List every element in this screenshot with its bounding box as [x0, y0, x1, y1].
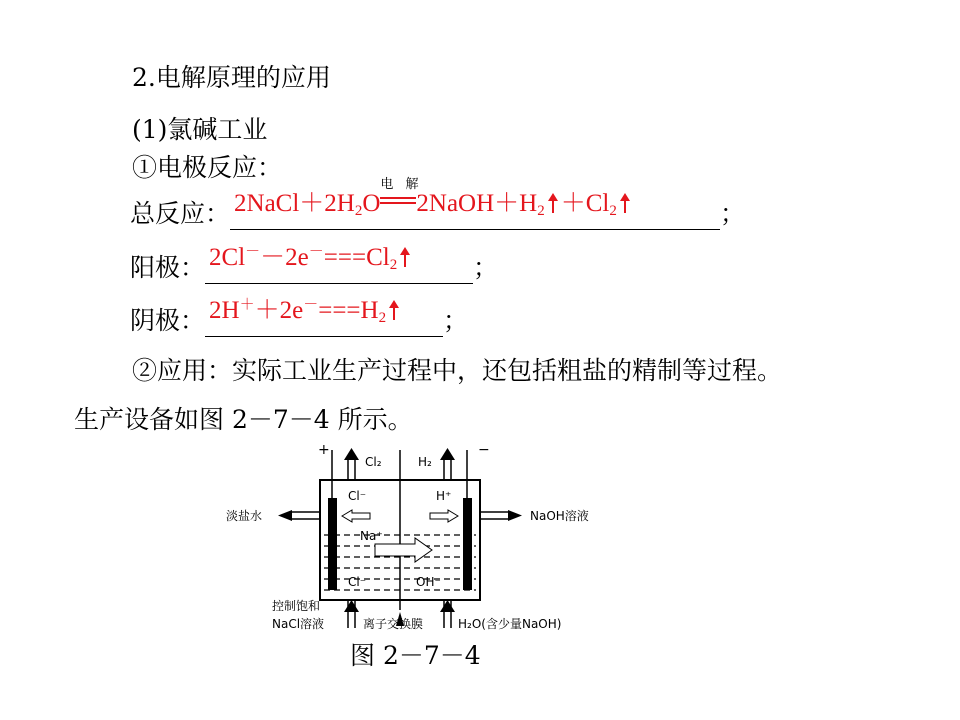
application-text-cont: 生产设备如图 2－7－4 所示。 [74, 405, 413, 434]
gas-arrow-icon [399, 247, 411, 267]
na-ion-label: Na⁺ [360, 529, 383, 543]
h-migration-arrow-icon [430, 510, 458, 522]
anode-answer: $2Cl^--2e^-===Cl_2$ [209, 236, 413, 281]
subsection-title: (1)氯碱工业 [132, 115, 268, 144]
h-ion-label: H⁺ [436, 489, 452, 503]
cathode-blank [205, 297, 443, 337]
figure-caption: 图 2－7－4 [350, 641, 481, 670]
gas-arrow-icon [547, 193, 559, 213]
section-title: 2.电解原理的应用 [132, 63, 331, 92]
electrolysis-cell-figure [220, 440, 620, 649]
h2-gas-label: H₂ [418, 455, 432, 469]
left-outlet-arrow-icon [278, 510, 292, 521]
na-migration-arrow-icon [375, 538, 432, 562]
right-outlet-arrow-icon [508, 510, 522, 521]
anode-plus-label: + [318, 442, 330, 458]
total-reaction-answer: $2NaCl+2H_2O$ 电 解 $2NaOH+H_2 +Cl_2$ [234, 188, 633, 227]
total-reaction-label: 总反应： [130, 199, 231, 228]
cl2-gas-label: Cl₂ [365, 455, 382, 469]
cl-migration-arrow-icon [342, 510, 370, 522]
anode-blank [205, 244, 473, 284]
water-inlet-label: H₂O(含少量NaOH) [458, 617, 562, 631]
dilute-brine-label: 淡盐水 [226, 509, 263, 523]
oh-ion-label: OH⁻ [416, 575, 441, 589]
cl-ion-bottom-label: Cl⁻ [348, 575, 367, 589]
brine-inlet-arrow-icon [344, 600, 359, 612]
electrolysis-equals-sign: 电 解 [380, 189, 416, 209]
gas-arrow-icon [388, 300, 400, 320]
anode-label: 阳极： [130, 253, 206, 282]
point-one-label: ①电极反应： [132, 153, 283, 182]
electrolysis-cell-diagram [220, 440, 620, 645]
cl-ion-top-label: Cl⁻ [348, 489, 367, 503]
water-inlet-arrow-icon [440, 600, 455, 612]
application-text: ②应用：实际工业生产过程中，还包括粗盐的精制等过程。 [132, 356, 783, 385]
anode-line: 阳极： $2Cl^--2e^-===Cl_2$ ； [130, 252, 498, 284]
cl2-outlet-arrow-icon [344, 448, 359, 460]
anode-electrode [328, 498, 337, 590]
naoh-solution-label: NaOH溶液 [530, 509, 589, 523]
cathode-answer: $2H^++2e^-===H_2$ [209, 289, 402, 334]
total-reaction-line: 总反应： $2NaCl+2H_2O$ 电 解 $2NaOH+H_2 +Cl_2$ ； [130, 177, 746, 228]
h2-outlet-arrow-icon [440, 448, 455, 460]
cathode-electrode [463, 498, 472, 590]
cathode-minus-label: − [478, 442, 490, 458]
saturated-nacl-label-2: NaCl溶液 [272, 617, 325, 631]
ion-exchange-membrane-label: 离子交换膜 [363, 617, 424, 631]
saturated-nacl-label-1: 控制饱和 [272, 599, 321, 613]
cathode-label: 阴极： [130, 306, 206, 335]
cathode-line: 阴极： $2H^++2e^-===H_2$ ； [130, 305, 468, 337]
gas-arrow-icon [619, 193, 631, 213]
